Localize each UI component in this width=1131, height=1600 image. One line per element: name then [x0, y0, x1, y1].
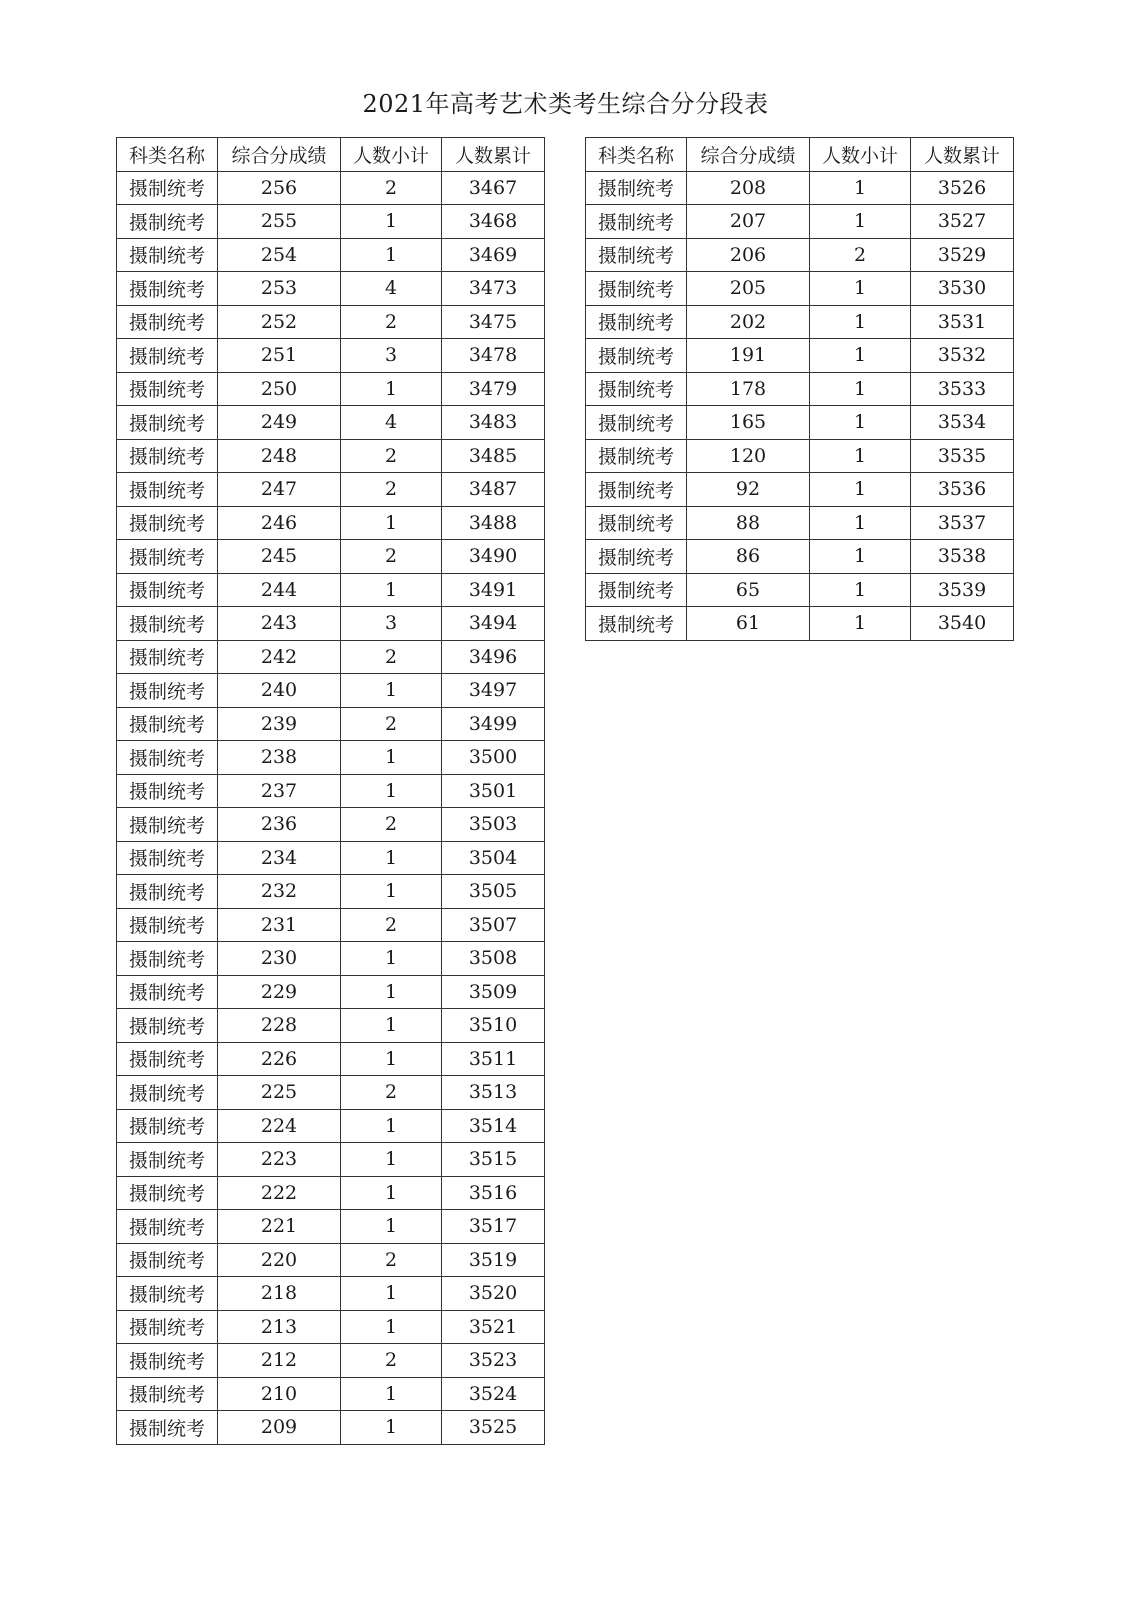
cell-count: 1 — [810, 305, 911, 339]
table-row — [117, 305, 545, 339]
cell-cumulative: 3536 — [911, 473, 1014, 507]
cell-category: 摄制统考 — [117, 640, 218, 674]
cell-count: 1 — [810, 372, 911, 406]
cell-cumulative: 3467 — [442, 171, 545, 205]
cell-cumulative: 3483 — [442, 406, 545, 440]
cell-category: 摄制统考 — [117, 1109, 218, 1143]
cell-cumulative: 3511 — [442, 1042, 545, 1076]
cell-count: 1 — [341, 1411, 442, 1445]
cell-category: 摄制统考 — [117, 707, 218, 741]
table-row — [586, 272, 1014, 306]
cell-cumulative: 3534 — [911, 406, 1014, 440]
table-row — [117, 1243, 545, 1277]
cell-cumulative: 3540 — [911, 607, 1014, 641]
table-row — [117, 1176, 545, 1210]
cell-count: 1 — [341, 741, 442, 775]
cell-score: 218 — [218, 1277, 341, 1311]
cell-score: 212 — [218, 1344, 341, 1378]
cell-score: 243 — [218, 607, 341, 641]
table-row — [117, 171, 545, 205]
table-row — [117, 942, 545, 976]
cell-count: 4 — [341, 272, 442, 306]
table-row — [117, 205, 545, 239]
cell-count: 1 — [341, 506, 442, 540]
table-row — [117, 339, 545, 373]
cell-count: 1 — [810, 540, 911, 574]
cell-count: 1 — [341, 372, 442, 406]
cell-category: 摄制统考 — [586, 272, 687, 306]
cell-cumulative: 3537 — [911, 506, 1014, 540]
cell-cumulative: 3503 — [442, 808, 545, 842]
cell-category: 摄制统考 — [117, 1076, 218, 1110]
cell-category: 摄制统考 — [117, 506, 218, 540]
table-row — [117, 238, 545, 272]
table-row — [117, 1009, 545, 1043]
cell-category: 摄制统考 — [117, 1210, 218, 1244]
header-category: 科类名称 — [117, 138, 218, 172]
table-row — [117, 540, 545, 574]
cell-score: 165 — [687, 406, 810, 440]
table-row — [586, 238, 1014, 272]
cell-score: 232 — [218, 875, 341, 909]
table-row — [117, 808, 545, 842]
cell-cumulative: 3496 — [442, 640, 545, 674]
cell-score: 237 — [218, 774, 341, 808]
cell-cumulative: 3538 — [911, 540, 1014, 574]
cell-category: 摄制统考 — [117, 540, 218, 574]
cell-category: 摄制统考 — [117, 808, 218, 842]
table-row — [117, 1377, 545, 1411]
cell-score: 230 — [218, 942, 341, 976]
cell-category: 摄制统考 — [586, 473, 687, 507]
cell-count: 1 — [341, 875, 442, 909]
table-row — [117, 1310, 545, 1344]
cell-count: 1 — [810, 506, 911, 540]
table-row — [117, 707, 545, 741]
cell-cumulative: 3532 — [911, 339, 1014, 373]
cell-cumulative: 3487 — [442, 473, 545, 507]
cell-cumulative: 3468 — [442, 205, 545, 239]
cell-score: 251 — [218, 339, 341, 373]
cell-category: 摄制统考 — [117, 1176, 218, 1210]
cell-count: 1 — [341, 1310, 442, 1344]
cell-cumulative: 3509 — [442, 975, 545, 1009]
cell-cumulative: 3505 — [442, 875, 545, 909]
cell-count: 1 — [810, 171, 911, 205]
cell-cumulative: 3529 — [911, 238, 1014, 272]
page-title: 2021年高考艺术类考生综合分分段表 — [362, 90, 769, 118]
cell-cumulative: 3491 — [442, 573, 545, 607]
table-row — [117, 741, 545, 775]
cell-category: 摄制统考 — [117, 908, 218, 942]
cell-cumulative: 3469 — [442, 238, 545, 272]
cell-count: 1 — [810, 573, 911, 607]
table-row — [117, 372, 545, 406]
table-row — [586, 205, 1014, 239]
cell-category: 摄制统考 — [117, 1277, 218, 1311]
cell-score: 223 — [218, 1143, 341, 1177]
cell-cumulative: 3490 — [442, 540, 545, 574]
table-row — [117, 406, 545, 440]
cell-cumulative: 3485 — [442, 439, 545, 473]
cell-category: 摄制统考 — [117, 1344, 218, 1378]
cell-count: 2 — [341, 707, 442, 741]
table-row — [117, 573, 545, 607]
table-row — [586, 540, 1014, 574]
cell-cumulative: 3530 — [911, 272, 1014, 306]
cell-score: 249 — [218, 406, 341, 440]
cell-count: 1 — [810, 205, 911, 239]
cell-score: 240 — [218, 674, 341, 708]
cell-category: 摄制统考 — [117, 305, 218, 339]
cell-score: 256 — [218, 171, 341, 205]
cell-category: 摄制统考 — [586, 171, 687, 205]
cell-count: 2 — [810, 238, 911, 272]
cell-category: 摄制统考 — [117, 1310, 218, 1344]
cell-score: 245 — [218, 540, 341, 574]
cell-count: 1 — [810, 272, 911, 306]
table-row — [117, 674, 545, 708]
cell-count: 2 — [341, 1344, 442, 1378]
cell-score: 65 — [687, 573, 810, 607]
cell-score: 202 — [687, 305, 810, 339]
table-row — [117, 774, 545, 808]
table-row — [586, 305, 1014, 339]
cell-cumulative: 3473 — [442, 272, 545, 306]
table-row — [117, 640, 545, 674]
cell-score: 191 — [687, 339, 810, 373]
cell-count: 1 — [341, 1176, 442, 1210]
table-row — [586, 473, 1014, 507]
cell-category: 摄制统考 — [117, 473, 218, 507]
cell-count: 1 — [810, 607, 911, 641]
cell-cumulative: 3508 — [442, 942, 545, 976]
table-row — [117, 1042, 545, 1076]
cell-cumulative: 3539 — [911, 573, 1014, 607]
cell-category: 摄制统考 — [117, 975, 218, 1009]
cell-cumulative: 3523 — [442, 1344, 545, 1378]
table-row — [117, 908, 545, 942]
cell-score: 88 — [687, 506, 810, 540]
table-row — [117, 272, 545, 306]
header-count: 人数小计 — [341, 138, 442, 172]
cell-category: 摄制统考 — [117, 205, 218, 239]
table-row — [117, 875, 545, 909]
cell-cumulative: 3520 — [442, 1277, 545, 1311]
cell-score: 210 — [218, 1377, 341, 1411]
table-row — [586, 607, 1014, 641]
cell-cumulative: 3504 — [442, 841, 545, 875]
cell-category: 摄制统考 — [586, 238, 687, 272]
cell-category: 摄制统考 — [117, 406, 218, 440]
cell-category: 摄制统考 — [586, 607, 687, 641]
cell-score: 225 — [218, 1076, 341, 1110]
cell-category: 摄制统考 — [117, 1243, 218, 1277]
cell-score: 221 — [218, 1210, 341, 1244]
table-row — [117, 1109, 545, 1143]
table-row — [586, 506, 1014, 540]
cell-cumulative: 3531 — [911, 305, 1014, 339]
table-row — [586, 372, 1014, 406]
cell-count: 3 — [341, 339, 442, 373]
cell-count: 1 — [341, 1042, 442, 1076]
cell-score: 208 — [687, 171, 810, 205]
cell-category: 摄制统考 — [586, 305, 687, 339]
cell-count: 2 — [341, 540, 442, 574]
cell-category: 摄制统考 — [586, 372, 687, 406]
cell-cumulative: 3524 — [442, 1377, 545, 1411]
cell-count: 1 — [810, 473, 911, 507]
table-row — [117, 607, 545, 641]
cell-count: 2 — [341, 1243, 442, 1277]
cell-category: 摄制统考 — [586, 540, 687, 574]
cell-score: 254 — [218, 238, 341, 272]
cell-cumulative: 3516 — [442, 1176, 545, 1210]
cell-count: 1 — [341, 1377, 442, 1411]
table-row — [117, 841, 545, 875]
cell-score: 206 — [687, 238, 810, 272]
cell-category: 摄制统考 — [586, 439, 687, 473]
cell-category: 摄制统考 — [117, 372, 218, 406]
cell-cumulative: 3513 — [442, 1076, 545, 1110]
cell-cumulative: 3515 — [442, 1143, 545, 1177]
cell-cumulative: 3519 — [442, 1243, 545, 1277]
cell-cumulative: 3514 — [442, 1109, 545, 1143]
cell-cumulative: 3535 — [911, 439, 1014, 473]
cell-cumulative: 3517 — [442, 1210, 545, 1244]
table-row — [117, 975, 545, 1009]
cell-count: 2 — [341, 305, 442, 339]
cell-category: 摄制统考 — [117, 339, 218, 373]
cell-count: 2 — [341, 1076, 442, 1110]
cell-score: 246 — [218, 506, 341, 540]
cell-score: 92 — [687, 473, 810, 507]
cell-score: 207 — [687, 205, 810, 239]
cell-score: 239 — [218, 707, 341, 741]
table-row — [117, 1210, 545, 1244]
cell-category: 摄制统考 — [117, 741, 218, 775]
cell-score: 231 — [218, 908, 341, 942]
cell-count: 1 — [341, 975, 442, 1009]
cell-count: 2 — [341, 808, 442, 842]
score-table-left — [116, 137, 545, 1445]
table-row — [117, 439, 545, 473]
cell-count: 1 — [341, 573, 442, 607]
cell-category: 摄制统考 — [117, 607, 218, 641]
cell-count: 1 — [341, 1143, 442, 1177]
table-row — [117, 1076, 545, 1110]
cell-score: 226 — [218, 1042, 341, 1076]
cell-cumulative: 3500 — [442, 741, 545, 775]
cell-cumulative: 3479 — [442, 372, 545, 406]
cell-score: 250 — [218, 372, 341, 406]
cell-count: 1 — [810, 339, 911, 373]
cell-category: 摄制统考 — [117, 238, 218, 272]
cell-score: 252 — [218, 305, 341, 339]
cell-count: 1 — [341, 674, 442, 708]
table-row — [586, 573, 1014, 607]
cell-category: 摄制统考 — [586, 339, 687, 373]
cell-category: 摄制统考 — [117, 573, 218, 607]
cell-score: 234 — [218, 841, 341, 875]
cell-category: 摄制统考 — [117, 1377, 218, 1411]
cell-score: 255 — [218, 205, 341, 239]
cell-score: 228 — [218, 1009, 341, 1043]
table-header-row — [117, 138, 545, 172]
cell-cumulative: 3497 — [442, 674, 545, 708]
cell-category: 摄制统考 — [117, 875, 218, 909]
cell-category: 摄制统考 — [117, 942, 218, 976]
cell-score: 178 — [687, 372, 810, 406]
header-cumulative: 人数累计 — [442, 138, 545, 172]
table-row — [586, 339, 1014, 373]
cell-score: 220 — [218, 1243, 341, 1277]
cell-count: 1 — [341, 1109, 442, 1143]
cell-count: 1 — [341, 1277, 442, 1311]
cell-count: 2 — [341, 171, 442, 205]
cell-count: 1 — [810, 439, 911, 473]
header-count: 人数小计 — [810, 138, 911, 172]
cell-score: 120 — [687, 439, 810, 473]
cell-category: 摄制统考 — [586, 506, 687, 540]
cell-count: 1 — [341, 841, 442, 875]
table-row — [117, 1277, 545, 1311]
cell-cumulative: 3488 — [442, 506, 545, 540]
cell-cumulative: 3475 — [442, 305, 545, 339]
cell-count: 4 — [341, 406, 442, 440]
cell-score: 253 — [218, 272, 341, 306]
cell-score: 238 — [218, 741, 341, 775]
cell-cumulative: 3527 — [911, 205, 1014, 239]
cell-cumulative: 3510 — [442, 1009, 545, 1043]
cell-score: 224 — [218, 1109, 341, 1143]
cell-cumulative: 3526 — [911, 171, 1014, 205]
table-row — [117, 473, 545, 507]
header-category: 科类名称 — [586, 138, 687, 172]
cell-score: 236 — [218, 808, 341, 842]
cell-score: 248 — [218, 439, 341, 473]
cell-score: 209 — [218, 1411, 341, 1445]
cell-cumulative: 3507 — [442, 908, 545, 942]
cell-category: 摄制统考 — [586, 573, 687, 607]
cell-cumulative: 3478 — [442, 339, 545, 373]
cell-cumulative: 3525 — [442, 1411, 545, 1445]
cell-count: 1 — [341, 205, 442, 239]
cell-count: 1 — [341, 774, 442, 808]
cell-score: 86 — [687, 540, 810, 574]
cell-score: 61 — [687, 607, 810, 641]
cell-count: 1 — [341, 1210, 442, 1244]
cell-category: 摄制统考 — [117, 1042, 218, 1076]
cell-cumulative: 3533 — [911, 372, 1014, 406]
cell-category: 摄制统考 — [117, 272, 218, 306]
cell-count: 2 — [341, 473, 442, 507]
cell-category: 摄制统考 — [117, 1009, 218, 1043]
cell-count: 2 — [341, 908, 442, 942]
cell-cumulative: 3521 — [442, 1310, 545, 1344]
cell-score: 222 — [218, 1176, 341, 1210]
cell-category: 摄制统考 — [117, 439, 218, 473]
cell-cumulative: 3501 — [442, 774, 545, 808]
table-row — [117, 1143, 545, 1177]
header-cumulative: 人数累计 — [911, 138, 1014, 172]
cell-count: 2 — [341, 439, 442, 473]
cell-count: 3 — [341, 607, 442, 641]
cell-cumulative: 3499 — [442, 707, 545, 741]
table-row — [586, 171, 1014, 205]
cell-score: 213 — [218, 1310, 341, 1344]
cell-score: 205 — [687, 272, 810, 306]
cell-count: 1 — [341, 1009, 442, 1043]
cell-category: 摄制统考 — [117, 171, 218, 205]
cell-cumulative: 3494 — [442, 607, 545, 641]
table-row — [117, 1344, 545, 1378]
cell-category: 摄制统考 — [586, 406, 687, 440]
cell-score: 242 — [218, 640, 341, 674]
cell-category: 摄制统考 — [117, 841, 218, 875]
cell-count: 2 — [341, 640, 442, 674]
score-table-right — [585, 137, 1014, 641]
table-row — [117, 1411, 545, 1445]
cell-category: 摄制统考 — [586, 205, 687, 239]
cell-score: 229 — [218, 975, 341, 1009]
table-header-row — [586, 138, 1014, 172]
table-row — [117, 506, 545, 540]
cell-score: 247 — [218, 473, 341, 507]
header-score: 综合分成绩 — [218, 138, 341, 172]
header-score: 综合分成绩 — [687, 138, 810, 172]
cell-category: 摄制统考 — [117, 774, 218, 808]
cell-category: 摄制统考 — [117, 1411, 218, 1445]
cell-count: 1 — [341, 942, 442, 976]
cell-count: 1 — [810, 406, 911, 440]
table-row — [586, 439, 1014, 473]
table-row — [586, 406, 1014, 440]
cell-count: 1 — [341, 238, 442, 272]
cell-score: 244 — [218, 573, 341, 607]
cell-category: 摄制统考 — [117, 674, 218, 708]
cell-category: 摄制统考 — [117, 1143, 218, 1177]
